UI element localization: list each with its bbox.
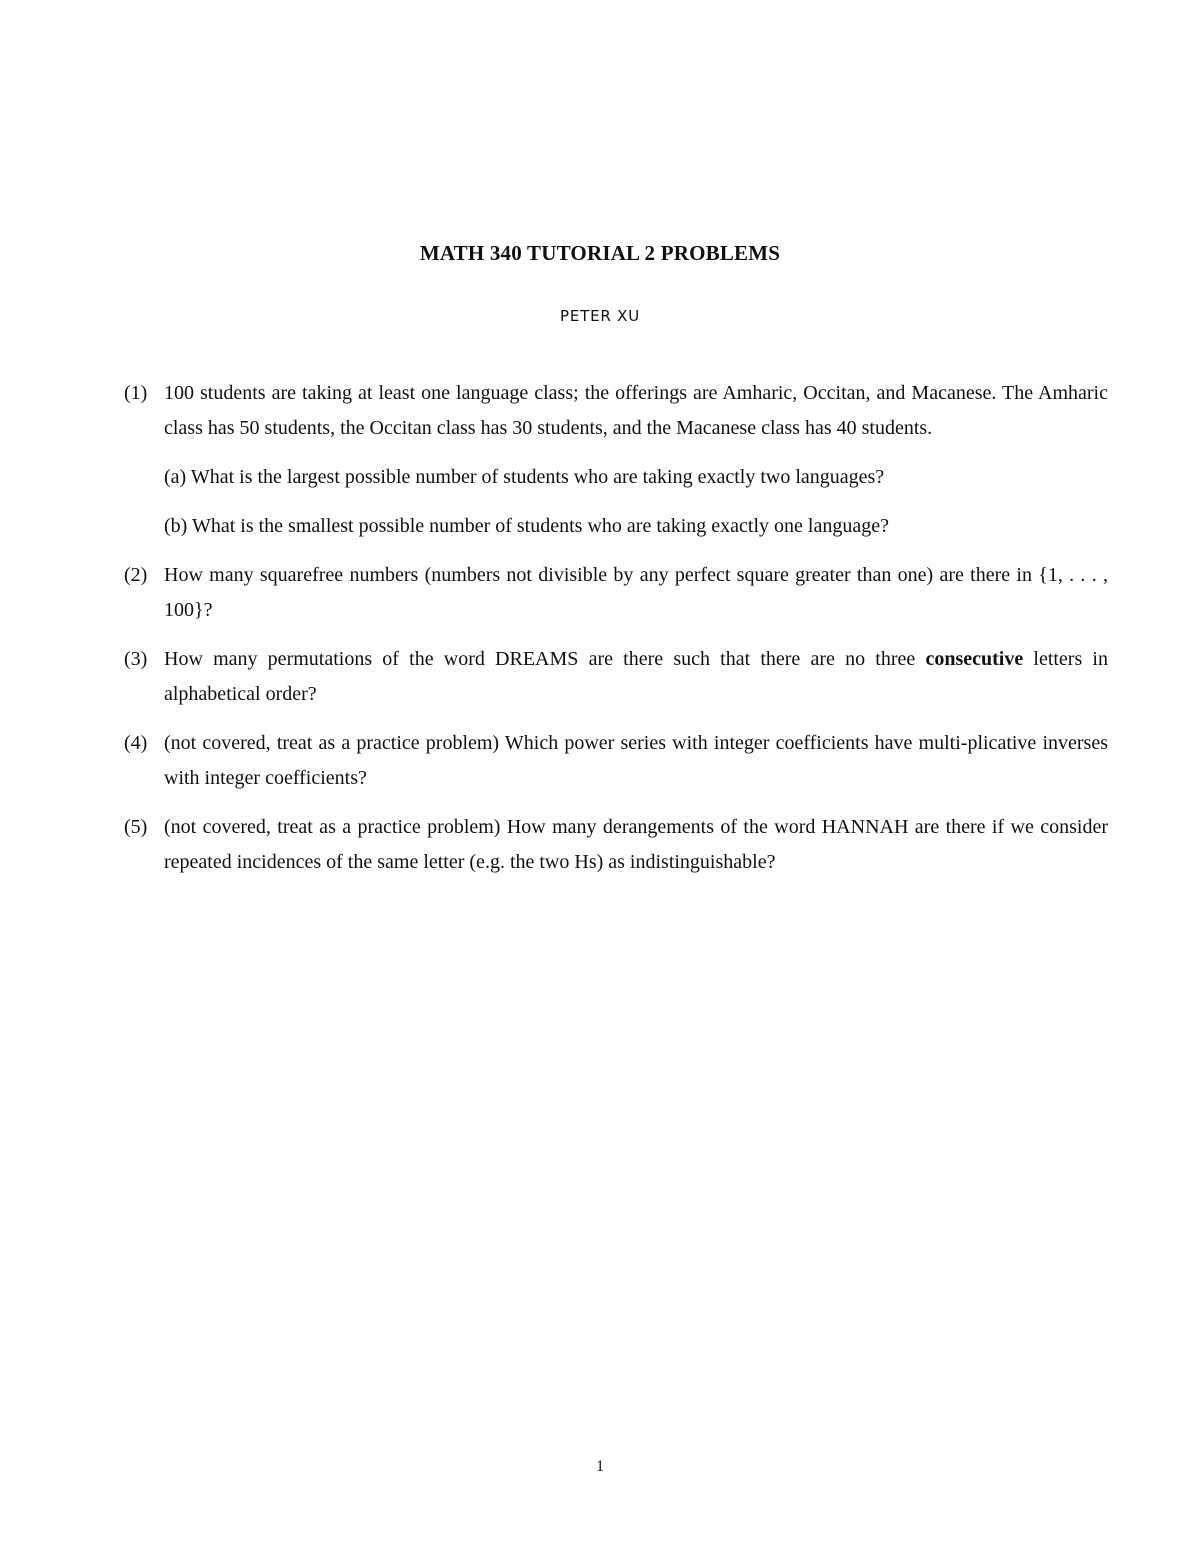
problem-text: [164, 642, 1108, 712]
problem-number: (4): [124, 732, 148, 754]
emphasized-word: consecutive: [925, 648, 1024, 670]
author-name: PETER XU: [559, 307, 640, 325]
problem-text: How many squarefree numbers (numbers not divisible by any perfect square greater than one) are there in {1, . . . , 100}?: [164, 564, 1108, 621]
problem-text-start: How many permutations of the word DREAMS are there such that there are no three: [164, 648, 926, 670]
page-title: MATH 340 TUTORIAL 2 PROBLEMS: [419, 241, 781, 265]
problem-3: [124, 642, 1108, 712]
problem-text: 100 students are taking at least one language class; the offerings are Amharic, Occitan, and Macanese. The Amharic class has 50 students, the Occitan class has 30 students, and the Macanese class has 40 students.: [164, 382, 1108, 439]
problem-text: (not covered, treat as a practice problem) How many derangements of the word HANNAH are there if we consider repeated incidences of the same letter (e.g. the two Hs) as indistinguishable?: [164, 816, 1108, 873]
problem-1: [124, 376, 1108, 544]
problem-part-a: (a) What is the largest possible number of students who are taking exactly two languages?: [164, 466, 885, 488]
problem-part-b: (b) What is the smallest possible number of students who are taking exactly one language?: [164, 515, 889, 537]
problem-2: [124, 558, 1108, 628]
problem-5: [124, 810, 1108, 880]
problem-number: (2): [124, 564, 148, 586]
page-number: 1: [596, 1458, 604, 1475]
problem-number: (5): [124, 816, 148, 838]
problem-list: [124, 376, 1108, 894]
problem-text-end: letters in alphabetical order?: [164, 648, 1108, 705]
problem-4: [124, 726, 1108, 796]
problem-number: (3): [124, 648, 148, 670]
problem-text: (not covered, treat as a practice problem) Which power series with integer coefficients have multi-plicative inverses with integer coefficients?: [164, 732, 1108, 789]
problem-number: (1): [124, 382, 148, 404]
